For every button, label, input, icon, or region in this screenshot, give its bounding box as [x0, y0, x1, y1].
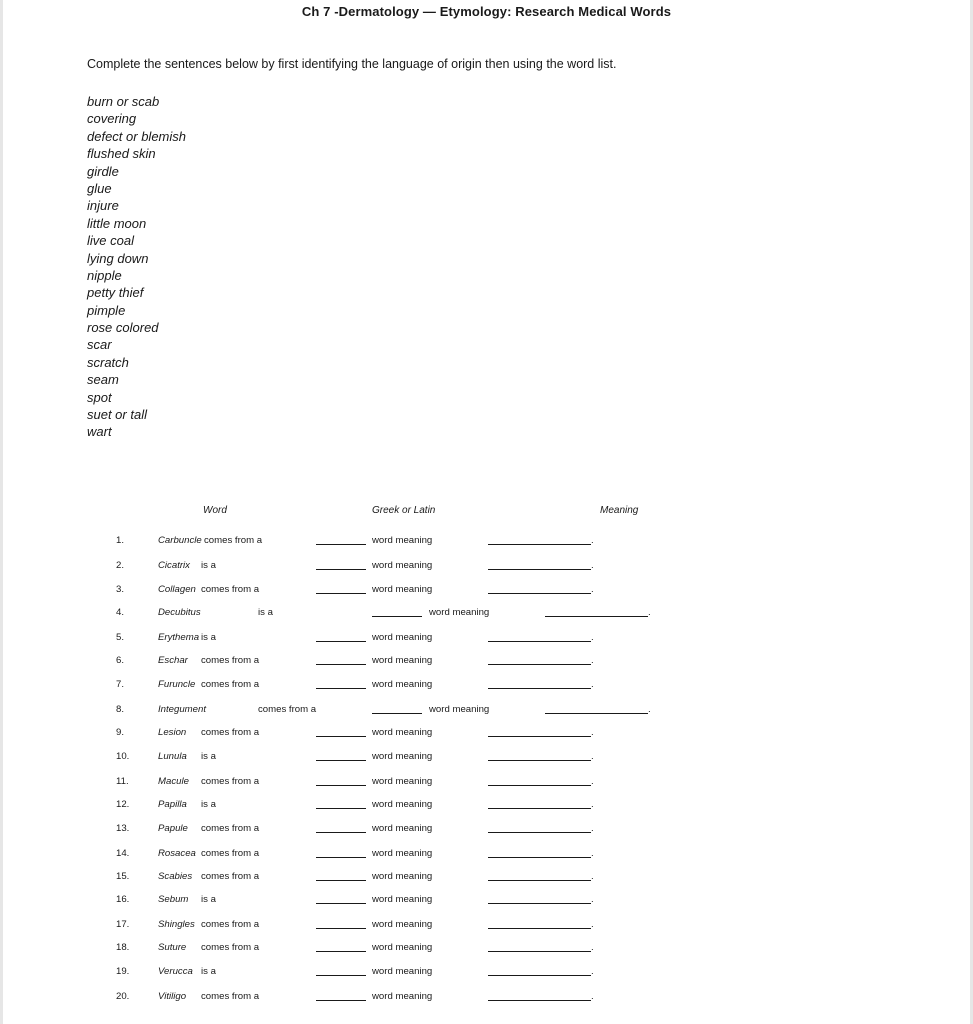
table-row	[0, 965, 973, 979]
period-mark: .	[591, 871, 594, 882]
table-row	[0, 678, 973, 692]
word-meaning-label: word meaning	[372, 942, 433, 953]
period-mark: .	[591, 848, 594, 859]
link-text: is a	[201, 751, 216, 762]
origin-blank[interactable]	[316, 893, 366, 904]
word-list-item: seam	[87, 372, 119, 388]
origin-blank[interactable]	[316, 678, 366, 689]
word-meaning-label: word meaning	[372, 848, 433, 859]
period-mark: .	[591, 655, 594, 666]
word-meaning-label: word meaning	[429, 607, 490, 618]
link-text: comes from a	[201, 942, 260, 953]
page-title: Ch 7 -Dermatology — Etymology: Research Medical Words	[301, 4, 672, 19]
medical-term: Carbuncle	[158, 535, 202, 546]
medical-term: Erythema	[158, 632, 200, 643]
word-meaning-label: word meaning	[372, 894, 433, 905]
meaning-blank[interactable]	[488, 941, 591, 952]
link-text: is a	[201, 894, 216, 905]
link-text: comes from a	[258, 704, 317, 715]
row-number: 6.	[116, 655, 125, 666]
word-meaning-label: word meaning	[372, 966, 433, 977]
word-meaning-label: word meaning	[372, 991, 433, 1002]
origin-blank[interactable]	[316, 775, 366, 786]
table-row	[0, 726, 973, 740]
word-meaning-label: word meaning	[372, 776, 433, 787]
link-text: comes from a	[201, 727, 260, 738]
row-number: 2.	[116, 560, 125, 571]
meaning-blank[interactable]	[545, 703, 648, 714]
word-list-item: lying down	[87, 250, 149, 266]
table-row	[0, 847, 973, 861]
period-mark: .	[648, 607, 651, 618]
medical-term: Eschar	[158, 655, 188, 666]
medical-term: Collagen	[158, 584, 196, 595]
link-text: is a	[201, 560, 216, 571]
medical-term: Papule	[158, 823, 188, 834]
origin-blank[interactable]	[316, 941, 366, 952]
link-text: is a	[201, 632, 216, 643]
period-mark: .	[591, 632, 594, 643]
medical-term: Furuncle	[158, 679, 196, 690]
origin-blank[interactable]	[316, 654, 366, 665]
row-number: 9.	[116, 727, 125, 738]
link-text: comes from a	[201, 848, 260, 859]
word-list-item: suet or tall	[87, 407, 147, 423]
link-text: comes from a	[201, 991, 260, 1002]
link-text: is a	[201, 799, 216, 810]
table-row	[0, 654, 973, 668]
medical-term: Decubitus	[158, 607, 201, 618]
word-meaning-label: word meaning	[372, 871, 433, 882]
origin-blank[interactable]	[372, 606, 422, 617]
origin-blank[interactable]	[316, 822, 366, 833]
medical-term: Vitiligo	[158, 991, 187, 1002]
row-number: 17.	[116, 919, 130, 930]
medical-term: Integument	[158, 704, 207, 715]
table-row	[0, 870, 973, 884]
period-mark: .	[591, 584, 594, 595]
row-number: 3.	[116, 584, 125, 595]
word-list-item: covering	[87, 111, 137, 127]
meaning-blank[interactable]	[488, 965, 591, 976]
origin-blank[interactable]	[316, 559, 366, 570]
row-number: 18.	[116, 942, 130, 953]
period-mark: .	[591, 966, 594, 977]
row-number: 13.	[116, 823, 130, 834]
meaning-blank[interactable]	[545, 606, 648, 617]
table-row	[0, 990, 973, 1004]
word-meaning-label: word meaning	[372, 799, 433, 810]
row-number: 14.	[116, 848, 130, 859]
meaning-blank[interactable]	[488, 847, 591, 858]
word-list-item: pimple	[87, 302, 126, 318]
table-row	[0, 559, 973, 573]
origin-blank[interactable]	[316, 726, 366, 737]
meaning-blank[interactable]	[488, 654, 591, 665]
table-row	[0, 750, 973, 764]
word-list-item: petty thief	[87, 285, 144, 301]
word-list-item: defect or blemish	[87, 128, 186, 144]
origin-blank[interactable]	[316, 750, 366, 761]
row-number: 1.	[116, 535, 125, 546]
word-list-item: little moon	[87, 215, 147, 231]
period-mark: .	[591, 776, 594, 787]
meaning-blank[interactable]	[488, 822, 591, 833]
row-number: 19.	[116, 966, 130, 977]
word-list-item: live coal	[87, 233, 134, 249]
word-list-item: scratch	[87, 354, 129, 370]
origin-blank[interactable]	[316, 870, 366, 881]
word-meaning-label: word meaning	[372, 655, 433, 666]
meaning-blank[interactable]	[488, 893, 591, 904]
word-list-item: flushed skin	[87, 146, 156, 162]
table-row	[0, 606, 973, 620]
period-mark: .	[591, 919, 594, 930]
meaning-blank[interactable]	[488, 750, 591, 761]
link-text: is a	[258, 607, 273, 618]
word-meaning-label: word meaning	[429, 704, 490, 715]
period-mark: .	[591, 894, 594, 905]
word-list-item: nipple	[87, 267, 122, 283]
header-meaning: Meaning	[600, 505, 639, 516]
word-list	[87, 93, 186, 441]
link-text: comes from a	[201, 823, 260, 834]
word-meaning-label: word meaning	[372, 727, 433, 738]
meaning-blank[interactable]	[488, 631, 591, 642]
origin-blank[interactable]	[316, 534, 366, 545]
word-list-item: wart	[87, 424, 112, 440]
word-meaning-label: word meaning	[372, 823, 433, 834]
link-text: is a	[201, 966, 216, 977]
word-list-item: glue	[87, 180, 112, 196]
meaning-blank[interactable]	[488, 870, 591, 881]
meaning-blank[interactable]	[488, 990, 591, 1001]
origin-blank[interactable]	[316, 583, 366, 594]
link-text: comes from a	[201, 919, 260, 930]
medical-term: Papilla	[158, 799, 187, 810]
period-mark: .	[591, 823, 594, 834]
table-row	[0, 583, 973, 597]
link-text: comes from a	[204, 535, 263, 546]
word-list-item: burn or scab	[87, 94, 160, 109]
medical-term: Macule	[158, 776, 189, 787]
origin-blank[interactable]	[316, 990, 366, 1001]
word-meaning-label: word meaning	[372, 584, 433, 595]
word-meaning-label: word meaning	[372, 679, 433, 690]
origin-blank[interactable]	[316, 798, 366, 809]
header-origin: Greek or Latin	[372, 505, 436, 516]
medical-term: Sebum	[158, 894, 189, 905]
meaning-blank[interactable]	[488, 534, 591, 545]
meaning-blank[interactable]	[488, 559, 591, 570]
link-text: comes from a	[201, 776, 260, 787]
word-list-item: scar	[87, 337, 112, 353]
word-meaning-label: word meaning	[372, 919, 433, 930]
period-mark: .	[591, 727, 594, 738]
table-row	[0, 631, 973, 645]
table-row	[0, 941, 973, 955]
link-text: comes from a	[201, 584, 260, 595]
row-number: 12.	[116, 799, 130, 810]
meaning-blank[interactable]	[488, 798, 591, 809]
row-number: 4.	[116, 607, 125, 618]
origin-blank[interactable]	[316, 918, 366, 929]
period-mark: .	[591, 751, 594, 762]
period-mark: .	[591, 942, 594, 953]
medical-term: Suture	[158, 942, 187, 953]
word-meaning-label: word meaning	[372, 751, 433, 762]
row-number: 11.	[116, 776, 129, 787]
medical-term: Scabies	[158, 871, 193, 882]
row-number: 8.	[116, 704, 125, 715]
link-text: comes from a	[201, 871, 260, 882]
table-row	[0, 918, 973, 932]
period-mark: .	[591, 991, 594, 1002]
meaning-blank[interactable]	[488, 918, 591, 929]
origin-blank[interactable]	[372, 703, 422, 714]
link-text: comes from a	[201, 679, 260, 690]
meaning-blank[interactable]	[488, 726, 591, 737]
row-number: 15.	[116, 871, 130, 882]
period-mark: .	[648, 704, 651, 715]
word-meaning-label: word meaning	[372, 535, 433, 546]
meaning-blank[interactable]	[488, 678, 591, 689]
origin-blank[interactable]	[316, 965, 366, 976]
table-row	[0, 534, 973, 548]
table-row	[0, 775, 973, 789]
word-list-item: girdle	[87, 163, 119, 179]
row-number: 7.	[116, 679, 125, 690]
instructions-text: Complete the sentences below by first identifying the language of origin then using the word list.	[87, 57, 617, 71]
meaning-blank[interactable]	[488, 775, 591, 786]
header-word: Word	[203, 505, 227, 516]
origin-blank[interactable]	[316, 631, 366, 642]
link-text: comes from a	[201, 655, 260, 666]
word-list-item: rose colored	[87, 320, 159, 336]
medical-term: Verucca	[158, 966, 193, 977]
row-number: 10.	[116, 751, 130, 762]
medical-term: Shingles	[158, 919, 195, 930]
origin-blank[interactable]	[316, 847, 366, 858]
table-row	[0, 798, 973, 812]
period-mark: .	[591, 560, 594, 571]
table-row	[0, 893, 973, 907]
period-mark: .	[591, 679, 594, 690]
meaning-blank[interactable]	[488, 583, 591, 594]
medical-term: Rosacea	[158, 848, 196, 859]
medical-term: Lesion	[158, 727, 187, 738]
medical-term: Lunula	[158, 751, 187, 762]
word-list-item: injure	[87, 198, 119, 214]
row-number: 16.	[116, 894, 130, 905]
table-row	[0, 822, 973, 836]
medical-term: Cicatrix	[158, 560, 190, 571]
period-mark: .	[591, 535, 594, 546]
row-number: 20.	[116, 991, 130, 1002]
row-number: 5.	[116, 632, 125, 643]
table-row	[0, 703, 973, 717]
period-mark: .	[591, 799, 594, 810]
word-meaning-label: word meaning	[372, 560, 433, 571]
word-meaning-label: word meaning	[372, 632, 433, 643]
word-list-item: spot	[87, 389, 112, 405]
